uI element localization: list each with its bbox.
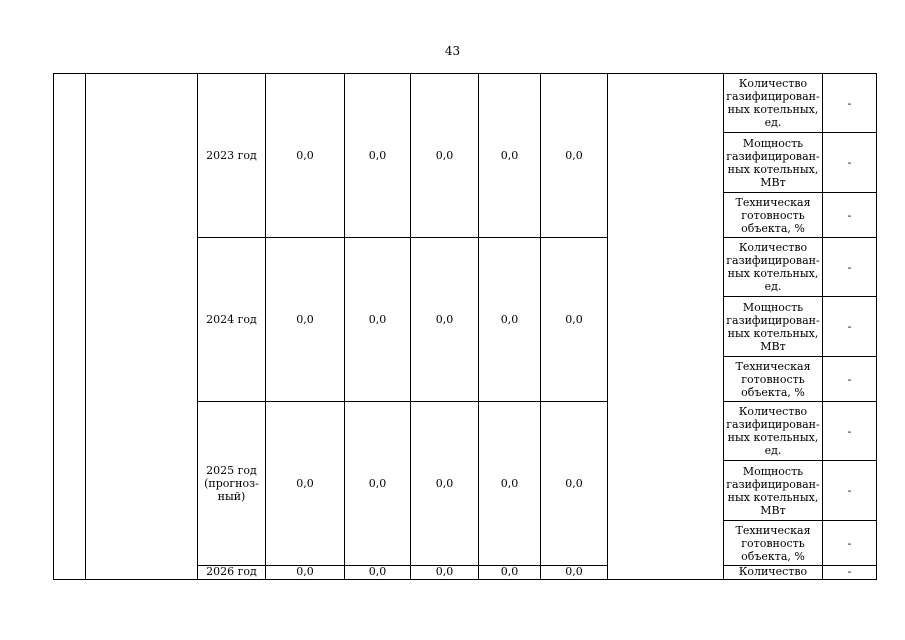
- value-cell: 0,0: [411, 238, 479, 402]
- indicator-count: Количество газифицирован-ных котельных, ед.: [724, 238, 823, 297]
- executor-cell: [608, 74, 724, 580]
- value-cell: 0,0: [541, 566, 608, 580]
- value-cell: 0,0: [541, 238, 608, 402]
- measure-name-cell: [86, 74, 198, 580]
- value-cell: 0,0: [479, 74, 541, 238]
- indicator-value: -: [823, 193, 877, 238]
- value-cell: 0,0: [411, 74, 479, 238]
- indicator-count: Количество газифицирован-ных котельных, ед.: [724, 74, 823, 133]
- indicator-capacity: Мощность газифицирован-ных котельных, МВт: [724, 133, 823, 193]
- indicator-readiness: Техническая готовность объекта, %: [724, 193, 823, 238]
- indicator-count: Количество: [724, 566, 823, 580]
- indicator-value: -: [823, 238, 877, 297]
- value-cell: 0,0: [541, 74, 608, 238]
- indicator-count: Количество газифицирован-ных котельных, ед.: [724, 402, 823, 461]
- row-number-cell: [54, 74, 86, 580]
- value-cell: 0,0: [541, 402, 608, 566]
- indicator-value: -: [823, 402, 877, 461]
- year-cell: 2026 год: [198, 566, 266, 580]
- indicator-capacity: Мощность газифицирован-ных котельных, МВт: [724, 297, 823, 357]
- indicator-value: -: [823, 357, 877, 402]
- value-cell: 0,0: [479, 402, 541, 566]
- value-cell: 0,0: [345, 238, 411, 402]
- value-cell: 0,0: [479, 566, 541, 580]
- value-cell: 0,0: [266, 238, 345, 402]
- indicator-capacity: Мощность газифицирован-ных котельных, МВт: [724, 461, 823, 521]
- page-number: 43: [444, 44, 461, 58]
- value-cell: 0,0: [266, 566, 345, 580]
- indicator-value: -: [823, 133, 877, 193]
- value-cell: 0,0: [345, 74, 411, 238]
- indicator-value: -: [823, 461, 877, 521]
- indicator-readiness: Техническая готовность объекта, %: [724, 521, 823, 566]
- year-cell: 2024 год: [198, 238, 266, 402]
- funding-table: [53, 73, 877, 580]
- indicator-value: -: [823, 521, 877, 566]
- year-cell: 2023 год: [198, 74, 266, 238]
- year-cell: 2025 год (прогноз- ный): [198, 402, 266, 566]
- value-cell: 0,0: [411, 566, 479, 580]
- value-cell: 0,0: [266, 74, 345, 238]
- value-cell: 0,0: [266, 402, 345, 566]
- value-cell: 0,0: [411, 402, 479, 566]
- value-cell: 0,0: [345, 402, 411, 566]
- indicator-value: -: [823, 297, 877, 357]
- value-cell: 0,0: [479, 238, 541, 402]
- indicator-readiness: Техническая готовность объекта, %: [724, 357, 823, 402]
- indicator-value: -: [823, 566, 877, 580]
- indicator-value: -: [823, 74, 877, 133]
- value-cell: 0,0: [345, 566, 411, 580]
